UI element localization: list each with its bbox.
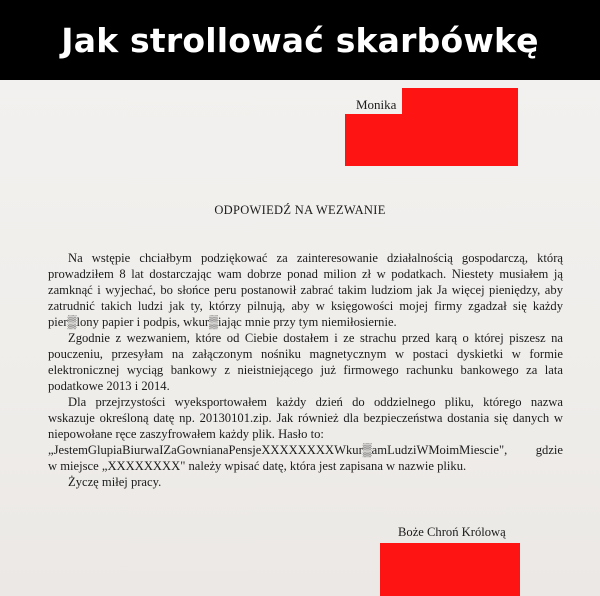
body-line: Na wstępie chciałbym podziękować za zainteresowanie działalnością gospodarczą, którą xyxy=(68,251,563,265)
body-line: zatrudnić takich ludzi jak ty, którzy pilnują, aby w księgowości mojej firmy zgadzał się każdy xyxy=(48,299,563,313)
banner-title: Jak strollować skarbówkę xyxy=(61,20,539,60)
body-line: niepowołane ręce zaszyfrowałem każdy plik. Hasło to: xyxy=(48,427,324,441)
redaction-block xyxy=(402,88,518,114)
body-line: Życzę miłej pracy. xyxy=(68,475,162,489)
body-line: pouczeniu, przesyłam na załączonym nośniku magnetycznym w postaci dyskietki w formie xyxy=(48,347,563,361)
body-line: podatkowe 2013 i 2014. xyxy=(48,379,170,393)
body-line: pier▒lony papier i podpis, wkur▒iając mnie przy tym niemiłosiernie. xyxy=(48,315,397,329)
body-line: prowadziłem 8 lat dostarczając wam dobrze ponad milion zł w podatkach. Niestety musiałem ją xyxy=(48,267,563,281)
recipient-name: Monika xyxy=(356,97,397,112)
letter-document xyxy=(0,80,600,596)
body-line: wskazuje określoną datę np. 20130101.zip. Jak również dla bezpieczeństwa dostania się danych w xyxy=(48,411,563,425)
letter-heading: ODPOWIEDŹ NA WEZWANIE xyxy=(214,203,386,217)
title-banner xyxy=(0,0,600,80)
body-line: elektronicznej wyciąg bankowy z nieistniejącego już firmowego rachunku bankowego za lata xyxy=(48,363,563,377)
body-line: zamknąć i wyjechać, bo słońce peru postanowił zabrać takim ludziom jak Ja więcej pieniędzy, aby xyxy=(48,283,563,297)
sign-off: Boże Chroń Królową xyxy=(398,525,506,539)
body-line: w miejsce „XXXXXXXX" należy wpisać datę, która jest zapisana w nazwie pliku. xyxy=(48,459,467,473)
body-line: Dla przejrzystości wyeksportowałem każdy dzień do oddzielnego pliku, którego nazwa xyxy=(68,395,563,409)
redaction-block xyxy=(380,543,520,596)
redaction-block xyxy=(345,114,518,166)
body-line: „JestemGlupiaBiurwaIZaGownianaPensjeXXXXXXXXWkur▒amLudziWMoimMiescie", gdzie xyxy=(48,443,563,457)
body-line: Zgodnie z wezwaniem, które od Ciebie dostałem i ze strachu przed karą o której piszesz na xyxy=(68,331,563,345)
